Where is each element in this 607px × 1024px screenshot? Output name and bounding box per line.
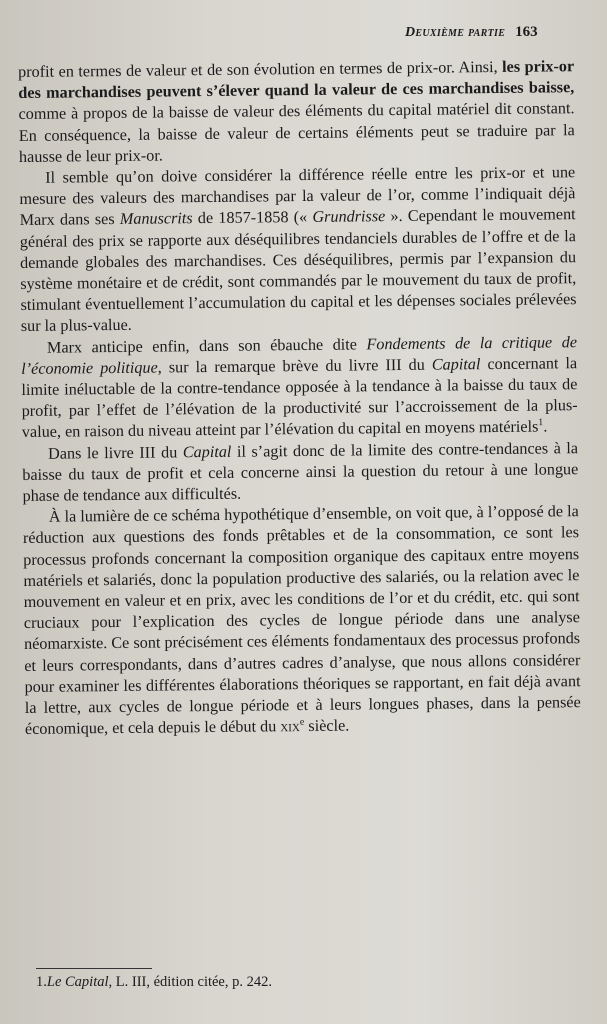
- footnote-rule: [36, 968, 152, 969]
- paragraph-5: [23, 501, 581, 740]
- footnote: [36, 974, 436, 991]
- text-run: il s’agit donc de la limite des contre-tendances à la baisse du taux de profit et cela concerne ainsi la question du retour à une longue phase de tendance aux difficultés.: [22, 438, 579, 506]
- text-run: Dans le livre III du: [48, 442, 183, 463]
- roman-numeral: xix: [280, 717, 300, 736]
- superscript: e: [299, 716, 305, 728]
- text-run: de 1857-1858 («: [192, 208, 313, 228]
- text-run: ». Cependant le mouvement général des prix se rapporte aux déséquilibres tendanciels durables de l’offre et de la demande globales des marchandises. Ces déséquilibres, permis par l’expansion du système monétaire et de crédit, sont commandés par le mouvement du taux de profit, stimulant éventuellement l’accumulation du capital et les dépenses sociales prélevées sur la plus-value.: [19, 205, 577, 336]
- text-run: À la lumière de ce schéma hypothétique d’ensemble, on voit que, à l’opposé de la réduction aux questions des fonds prêtables et de la consommation, ce sont les processus profonds concernant la composition organique des capitaux entre moyens matériels et salariés, donc la population productive des salariés, ou la relation avec le mouvement en valeur et en prix, avec les conditions de l’or et du crédit, etc. qui sont cruciaux pour l’explication des cycles de longue période dans une analyse néomarxiste. Ce sont précisément ces éléments fondamentaux des processus profonds et leurs correspondants, dans d’autres cadres d’analyse, que nous allons considérer pour examiner les différentes élaborations théoriques se rapportant, en fait déjà avant la lettre, aux cycles de longue période et à leurs longues phases, dans la pensée économique, et cela depuis le début du: [22, 502, 581, 739]
- bold-statement: les prix-or des marchandises peuvent s’élever quand la valeur de ces marchandises baisse,: [18, 57, 575, 103]
- footnote-text: , L. III, édition citée, p. 242.: [108, 974, 272, 990]
- paragraph-1: [18, 56, 575, 168]
- italic-title: Manuscrits: [119, 209, 193, 229]
- text-run: concernant la limite inéluctable de la contre-tendance opposée à la tendance à la baisse du taux de profit, par l’effet de l’élévation de la productivité sur l’accroissement de la plus-value, en raison du niveau atteint par l’élévation du capital en moyens matériels: [21, 354, 578, 442]
- italic-title: Grundrisse: [312, 207, 386, 227]
- italic-title: Capital: [182, 442, 232, 461]
- text-run: siècle.: [304, 716, 350, 736]
- running-header: [405, 24, 585, 41]
- body-text: [18, 56, 581, 740]
- page-number: 163: [515, 24, 538, 40]
- paragraph-4: [22, 438, 579, 507]
- italic-title: Le Capital: [46, 974, 109, 990]
- footnote-ref[interactable]: 1: [538, 417, 544, 429]
- italic-title: Fondements de la critique de l’économie politique: [21, 332, 578, 378]
- footnote-number: 1.: [36, 974, 47, 990]
- italic-title: Capital: [431, 355, 481, 374]
- text-run: Marx anticipe enfin, dans son ébauche dite: [46, 335, 367, 357]
- text-run: , sur la remarque brève du livre III du: [157, 355, 432, 377]
- paragraph-3: [21, 332, 578, 444]
- section-title: Deuxième partie: [405, 25, 506, 40]
- text-run: profit en termes de valeur et de son évolution en termes de prix-or. Ainsi,: [18, 57, 498, 81]
- paragraph-2: [19, 162, 577, 337]
- text-run: comme à propos de la baisse de valeur des éléments du capital matériel dit constant. En conséquence, la baisse de valeur de certains éléments peut se traduire par la hausse de leur prix-or.: [18, 99, 575, 166]
- text-run: .: [543, 417, 548, 436]
- text-run: Il semble qu’on doive considérer la différence réelle entre les prix-or et une mesure des valeurs des marchandises par la valeur de l’or, comme l’indiquait déjà Marx dans ses: [19, 163, 576, 230]
